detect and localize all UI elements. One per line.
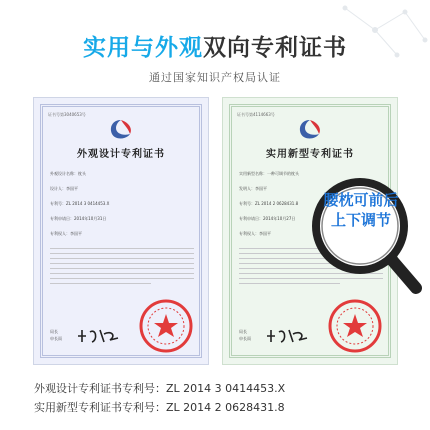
magnifier-text-line1: 腰枕可前后	[323, 191, 399, 209]
design-patent-certificate	[33, 97, 209, 365]
design-patent-number: 外观设计专利证书专利号：ZL 2014 3 0414453.X	[34, 382, 286, 395]
title-rest: 双向专利证书	[203, 35, 347, 61]
certificate-field: 专利申请日：2014年10月31日	[50, 216, 107, 221]
certificate-field: 专利权人：李国平	[239, 231, 271, 236]
magnifier-text-line2: 上下调节	[330, 211, 391, 229]
certificate-title: 外观设计专利证书	[77, 149, 165, 160]
certificate-field: 专利权人：李国平	[50, 231, 82, 236]
certificate-title: 实用新型专利证书	[266, 149, 354, 160]
magnifier-callout	[308, 190, 414, 230]
page-title	[0, 34, 430, 62]
page-subtitle: 通过国家知识产权局认证	[149, 71, 281, 84]
patent-numbers	[34, 379, 285, 417]
certificate-field: 专利号：ZL 2014 3 0414453.X	[50, 201, 110, 206]
director-label: 局长 申长雨	[50, 329, 62, 341]
title-accent: 实用与外观	[83, 35, 203, 61]
utility-patent-number: 实用新型专利证书专利号：ZL 2014 2 0628431.8	[34, 401, 285, 414]
certificate-field: 设计人：李国平	[50, 186, 78, 191]
certificate-field: 专利号：ZL 2014 2 0628431.8	[239, 201, 299, 206]
certificate-number: 证书号第3040653号	[48, 112, 86, 117]
director-label: 局长 申长雨	[239, 329, 251, 341]
certificate-field: 发明人：李国平	[239, 186, 267, 191]
certificate-field: 专利申请日：2014年10月27日	[239, 216, 296, 221]
patent-office-logo	[295, 118, 325, 142]
official-seal-icon	[138, 298, 194, 354]
director-signature	[74, 324, 122, 346]
certificate-fields	[50, 171, 194, 246]
certificate-field: 实用新型名称：一种可调节的枕头	[239, 171, 299, 176]
official-seal-icon	[327, 298, 383, 354]
patent-office-logo	[106, 118, 136, 142]
director-signature	[263, 324, 311, 346]
certificate-body-text	[50, 248, 194, 288]
certificate-number: 证书号第4114663号	[237, 112, 275, 117]
certificate-field: 外观设计名称：枕头	[50, 171, 86, 176]
